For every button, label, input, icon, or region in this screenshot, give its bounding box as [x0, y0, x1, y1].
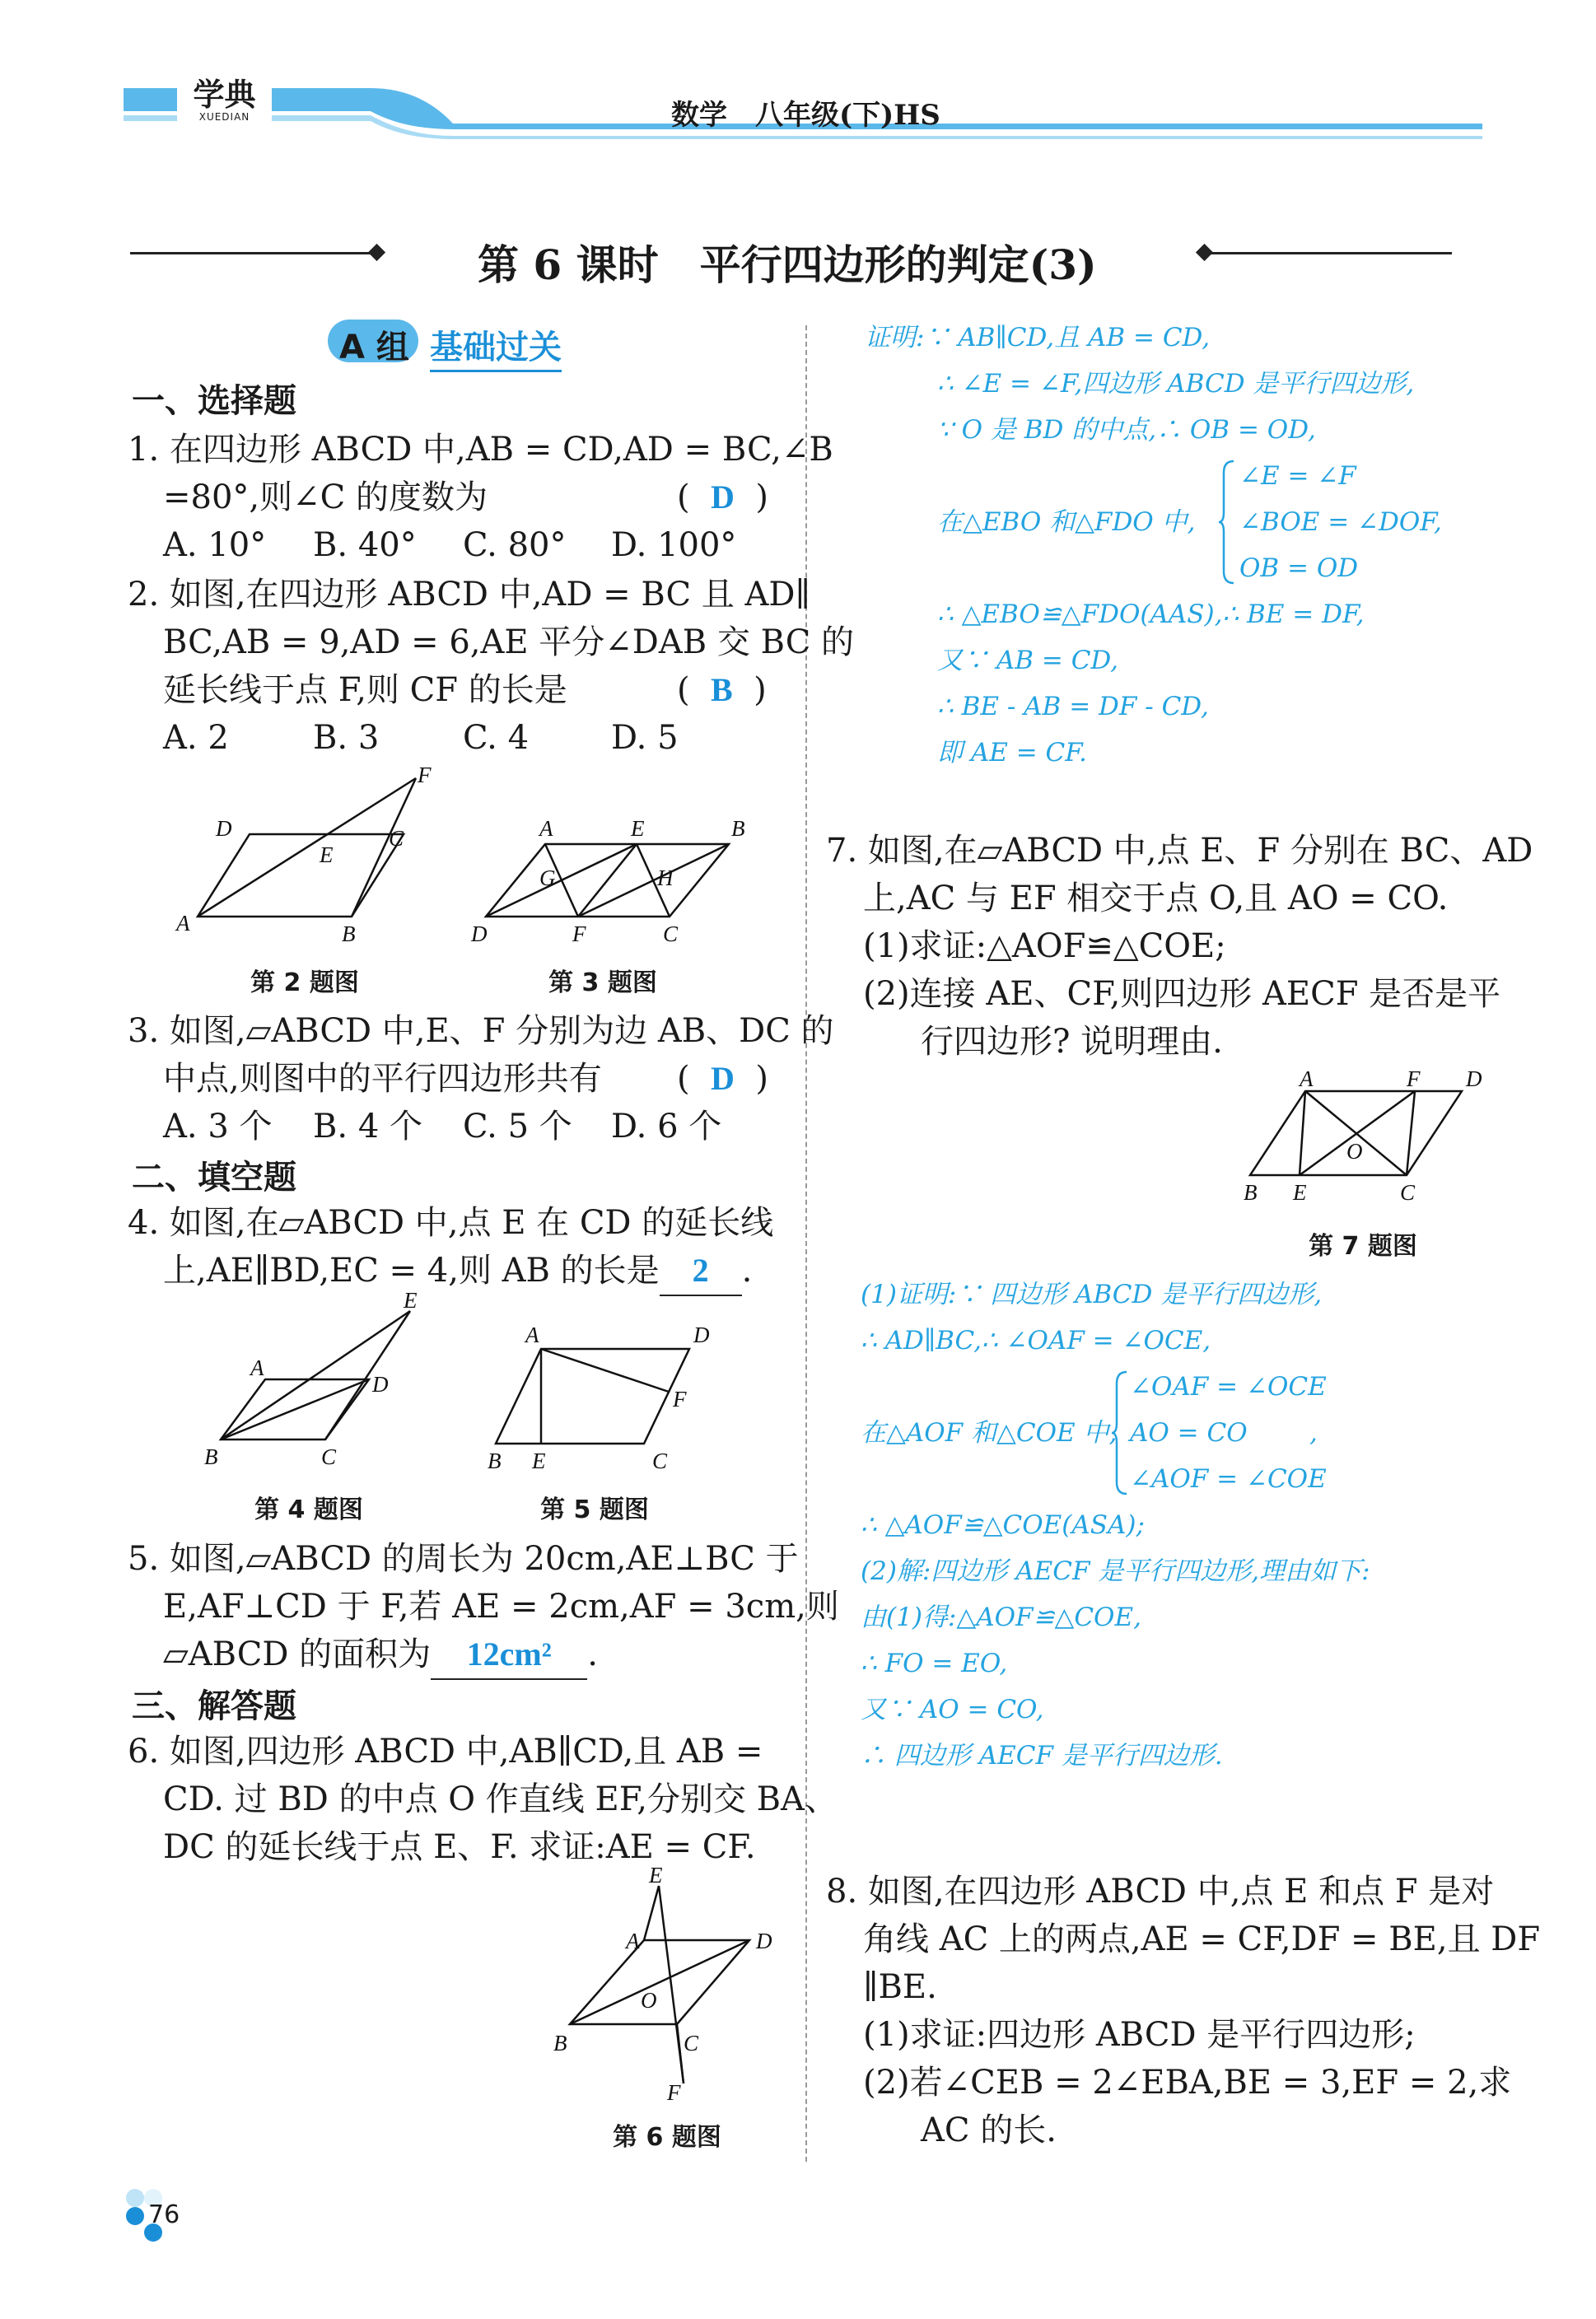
f5-label-d: D: [693, 1323, 710, 1347]
q1-answer: D: [711, 478, 735, 516]
q2-line2: BC,AB = 9,AD = 6,AE 平分∠DAB 交 BC 的: [163, 623, 855, 661]
f3-label-c: C: [663, 922, 679, 946]
q4-line2: 上,AE∥BD,EC = 4,则 AB 的长是 2 .: [163, 1247, 752, 1296]
q1-option-b: B. 40°: [313, 526, 417, 564]
sol6-line3: ∵ O 是 BD 的中点,∴ OB = OD,: [937, 415, 1316, 445]
q7-line5: 行四边形? 说明理由.: [921, 1023, 1223, 1061]
f5-label-a: A: [525, 1323, 539, 1347]
q1-line2: =80°,则∠C 的度数为: [163, 478, 488, 516]
q3-answer: D: [711, 1060, 735, 1097]
q3-line1: 3. 如图,▱ABCD 中,E、F 分别为边 AB、DC 的: [128, 1012, 834, 1050]
caption-figure-3: 第 3 题图: [548, 968, 657, 997]
f2-label-a: A: [176, 911, 190, 936]
q1-answer-paren: ( D ): [677, 478, 768, 516]
q8-line6: AC 的长.: [921, 2111, 1057, 2149]
caption-figure-4: 第 4 题图: [254, 1495, 363, 1524]
sol6-line7: 即 AE = CF.: [937, 738, 1087, 768]
q2-answer: B: [711, 671, 733, 708]
q5-line3-text: ▱ABCD 的面积为: [163, 1635, 432, 1673]
figure-6: [544, 1868, 791, 2100]
sol6-in: 在△EBO 和△FDO 中,: [937, 507, 1196, 537]
q1-option-a: A. 10°: [163, 526, 267, 564]
f4-label-d: D: [372, 1372, 389, 1397]
header-subject: 数学 八年级(下)HS: [671, 99, 940, 132]
page-number: 76: [148, 2200, 180, 2229]
f7-label-d: D: [1466, 1066, 1482, 1091]
f2-label-c: C: [389, 826, 404, 851]
sol7-brace-line3: ∠AOF = ∠COE: [1130, 1464, 1327, 1494]
sol6-line2: ∴ ∠E = ∠F,四边形 ABCD 是平行四边形,: [937, 369, 1415, 399]
f4-label-b: B: [204, 1444, 218, 1469]
logo-text: 学典: [193, 76, 256, 113]
q1-option-c: C. 80°: [463, 526, 567, 564]
sol7-line3: ∴ △AOF≌△COE(ASA);: [861, 1510, 1145, 1540]
logo-subtext: XUEDIAN: [198, 111, 250, 123]
q4-line1: 4. 如图,在▱ABCD 中,点 E 在 CD 的延长线: [128, 1204, 774, 1242]
f4-label-a: A: [250, 1355, 264, 1380]
caption-figure-2: 第 2 题图: [250, 968, 359, 997]
q2-line1: 2. 如图,在四边形 ABCD 中,AD = BC 且 AD∥: [128, 576, 810, 614]
q3-line2: 中点,则图中的平行四边形共有: [163, 1060, 602, 1098]
sol7-line5: 由(1)得:△AOF≌△COE,: [861, 1603, 1141, 1632]
sol7-line1: (1)证明:∵ 四边形 ABCD 是平行四边形,: [861, 1280, 1323, 1309]
caption-figure-7: 第 7 题图: [1309, 1232, 1417, 1261]
f7-label-b: B: [1244, 1180, 1258, 1205]
title-line-left: [130, 252, 377, 254]
q2-option-b: B. 3: [313, 719, 380, 757]
f3-label-f: F: [572, 922, 586, 946]
f6-label-f: F: [667, 2080, 681, 2100]
sol6-brace-line1: ∠E = ∠F: [1239, 461, 1356, 491]
figure-3: [461, 811, 758, 951]
f6-label-b: B: [553, 2031, 567, 2055]
f4-label-e: E: [404, 1293, 418, 1313]
sol6-line6: ∴ BE - AB = DF - CD,: [937, 692, 1209, 721]
title-line-right: [1206, 252, 1452, 254]
sol7-brace-line2: AO = CO: [1130, 1418, 1248, 1448]
f6-label-c: C: [684, 2031, 699, 2055]
section-solve: 三、解答题: [132, 1687, 296, 1725]
q7-line2: 上,AC 与 EF 相交于点 O,且 AO = CO.: [863, 880, 1449, 917]
group-label: 基础过关: [430, 321, 562, 372]
title-diamond-left: [368, 244, 385, 261]
sol6-brace-line2: ∠BOE = ∠DOF,: [1239, 507, 1442, 537]
q3-option-d: D. 6 个: [611, 1108, 722, 1146]
caption-figure-6: 第 6 题图: [613, 2123, 721, 2152]
figure-4: [198, 1293, 436, 1474]
sol7-in: 在△AOF 和△COE 中,: [861, 1418, 1118, 1448]
q6-line2: CD. 过 BD 的中点 O 作直线 EF,分别交 BA、: [163, 1780, 838, 1818]
f5-label-b: B: [488, 1449, 502, 1473]
sol7-brace: [1110, 1369, 1128, 1497]
q3-answer-paren: ( D ): [677, 1060, 768, 1098]
q6-line3: DC 的延长线于点 E、F. 求证:AE = CF.: [163, 1828, 756, 1866]
q6-line1: 6. 如图,四边形 ABCD 中,AB∥CD,且 AB =: [128, 1733, 763, 1771]
sol7-line4: (2)解:四边形 AECF 是平行四边形,理由如下:: [861, 1556, 1370, 1586]
f2-label-f: F: [418, 763, 432, 787]
q1-line1: 1. 在四边形 ABCD 中,AB = CD,AD = BC,∠B: [128, 431, 833, 469]
f2-label-b: B: [342, 922, 356, 946]
sol6-line1: 证明:∵ AB∥CD,且 AB = CD,: [865, 323, 1211, 352]
f6-label-d: D: [756, 1929, 772, 1953]
q2-option-d: D. 5: [611, 719, 679, 757]
f5-label-f: F: [673, 1387, 687, 1411]
sol6-line5: 又∵ AB = CD,: [937, 646, 1119, 675]
q2-option-c: C. 4: [463, 719, 530, 757]
page-title: 第 6 课时 平行四边形的判定(3): [478, 240, 1097, 289]
f7-label-c: C: [1400, 1180, 1416, 1205]
sol7-brace-comma: ,: [1309, 1418, 1318, 1448]
q4-line2-text: 上,AE∥BD,EC = 4,则 AB 的长是: [163, 1252, 660, 1290]
f3-label-b: B: [731, 816, 745, 841]
f6-label-a: A: [626, 1929, 640, 1953]
q8-line1: 8. 如图,在四边形 ABCD 中,点 E 和点 F 是对: [826, 1873, 1495, 1911]
q8-line5: (2)若∠CEB = 2∠EBA,BE = 3,EF = 2,求: [863, 2064, 1512, 2102]
q5-line2: E,AF⊥CD 于 F,若 AE = 2cm,AF = 3cm,则: [163, 1588, 839, 1626]
q7-line3: (1)求证:△AOF≌△COE;: [863, 927, 1226, 965]
section-fill: 二、填空题: [132, 1159, 296, 1197]
sol7-line2: ∴ AD∥BC,∴ ∠OAF = ∠OCE,: [861, 1326, 1211, 1355]
q8-line3: ∥BE.: [863, 1968, 937, 2006]
f5-label-e: E: [532, 1449, 546, 1473]
f3-label-e: E: [631, 816, 645, 841]
sol6-brace: [1217, 458, 1235, 586]
q2-line3: 延长线于点 F,则 CF 的长是: [163, 671, 567, 709]
section-choice: 一、选择题: [132, 382, 296, 420]
q2-answer-paren: ( B ): [677, 671, 767, 709]
figure-2: [165, 762, 461, 951]
caption-figure-5: 第 5 题图: [540, 1495, 649, 1524]
f4-label-c: C: [321, 1444, 337, 1469]
f3-label-g: G: [539, 866, 556, 890]
logo-box: [177, 78, 272, 126]
f2-label-d: D: [216, 816, 232, 841]
f6-label-o: O: [641, 1988, 657, 2013]
f7-label-f: F: [1407, 1066, 1421, 1091]
sol7-line8: ∴ 四边形 AECF 是平行四边形.: [861, 1741, 1223, 1771]
q1-option-d: D. 100°: [611, 526, 737, 564]
sol7-line7: 又∵ AO = CO,: [861, 1695, 1044, 1724]
q3-option-b: B. 4 个: [313, 1108, 422, 1146]
sol6-brace-line3: OB = OD: [1239, 553, 1359, 583]
f7-label-a: A: [1300, 1066, 1314, 1091]
q5-line1: 5. 如图,▱ABCD 的周长为 20cm,AE⊥BC 于: [128, 1540, 799, 1578]
f2-label-e: E: [320, 842, 334, 867]
f6-label-e: E: [649, 1868, 663, 1887]
figure-5: [478, 1316, 725, 1481]
sol7-line6: ∴ FO = EO,: [861, 1649, 1008, 1678]
q7-line1: 7. 如图,在▱ABCD 中,点 E、F 分别在 BC、AD: [826, 832, 1533, 870]
group-badge-text: A 组: [339, 329, 409, 366]
f3-label-a: A: [539, 816, 553, 841]
sol7-brace-line1: ∠OAF = ∠OCE: [1130, 1372, 1327, 1402]
q3-option-a: A. 3 个: [163, 1108, 273, 1146]
figure-7: [1227, 1066, 1491, 1206]
f5-label-c: C: [652, 1449, 668, 1473]
f7-label-o: O: [1346, 1139, 1363, 1164]
f3-label-h: H: [657, 866, 674, 890]
q8-line2: 角线 AC 上的两点,AE = CF,DF = BE,且 DF: [863, 1920, 1541, 1958]
f7-label-e: E: [1293, 1180, 1307, 1205]
q7-line4: (2)连接 AE、CF,则四边形 AECF 是否是平: [863, 975, 1501, 1013]
q2-option-a: A. 2: [163, 719, 229, 757]
q4-answer: 2: [660, 1247, 742, 1296]
q5-answer: 12cm²: [431, 1631, 587, 1680]
q5-line3: ▱ABCD 的面积为 12cm² .: [163, 1631, 598, 1680]
q8-line4: (1)求证:四边形 ABCD 是平行四边形;: [863, 2016, 1416, 2054]
f3-label-d: D: [471, 922, 488, 946]
q3-option-c: C. 5 个: [463, 1108, 572, 1146]
sol6-line4: ∴ △EBO≌△FDO(AAS),∴ BE = DF,: [937, 600, 1365, 629]
